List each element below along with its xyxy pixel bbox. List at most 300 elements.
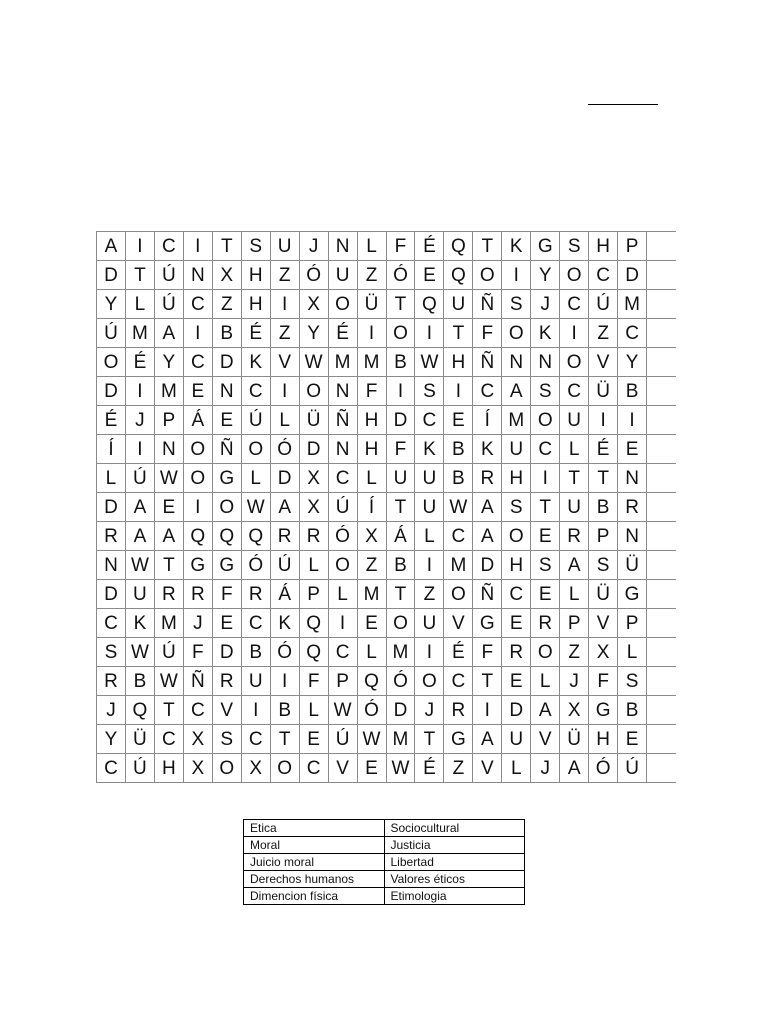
grid-letter: X <box>184 725 213 754</box>
grid-letter: V <box>271 348 300 377</box>
word-list-item: Sociocultural <box>384 820 525 837</box>
grid-letter: Ó <box>329 522 358 551</box>
grid-letter: L <box>242 464 271 493</box>
grid-letter: Y <box>300 319 329 348</box>
grid-letter: K <box>531 319 560 348</box>
grid-letter: X <box>300 290 329 319</box>
grid-letter: E <box>415 261 444 290</box>
word-list-item: Valores éticos <box>384 871 525 888</box>
grid-letter: O <box>184 464 213 493</box>
grid-letter: X <box>560 696 589 725</box>
grid-letter: Q <box>242 522 271 551</box>
grid-letter: R <box>97 522 126 551</box>
grid-letter: T <box>473 232 502 261</box>
grid-letter: Ü <box>560 725 589 754</box>
grid-letter: T <box>387 493 416 522</box>
grid-letter: C <box>329 464 358 493</box>
grid-letter: Z <box>589 319 618 348</box>
grid-letter: I <box>126 232 155 261</box>
grid-letter: Á <box>184 406 213 435</box>
grid-letter: D <box>213 638 242 667</box>
grid-letter: D <box>387 406 416 435</box>
grid-letter: L <box>126 290 155 319</box>
grid-letter: O <box>213 754 242 783</box>
grid-letter: Í <box>97 435 126 464</box>
grid-letter: K <box>502 232 531 261</box>
word-list-item: Moral <box>244 837 385 854</box>
grid-letter: I <box>560 319 589 348</box>
grid-letter: Ñ <box>184 667 213 696</box>
grid-letter: O <box>502 522 531 551</box>
grid-letter: T <box>271 725 300 754</box>
grid-letter: U <box>415 609 444 638</box>
grid-letter: É <box>415 754 444 783</box>
grid-letter: L <box>358 232 387 261</box>
grid-letter: Ñ <box>473 348 502 377</box>
grid-letter: Y <box>97 290 126 319</box>
word-list-item: Juicio moral <box>244 854 385 871</box>
grid-letter: C <box>560 290 589 319</box>
grid-letter: Y <box>531 261 560 290</box>
grid-letter: J <box>126 406 155 435</box>
grid-letter: D <box>97 580 126 609</box>
grid-letter: I <box>618 406 647 435</box>
grid-letter: É <box>242 319 271 348</box>
grid-letter: I <box>271 377 300 406</box>
grid-letter: Q <box>300 638 329 667</box>
grid-letter: C <box>300 754 329 783</box>
grid-letter: C <box>589 261 618 290</box>
grid-letter: D <box>97 377 126 406</box>
grid-letter: Z <box>271 261 300 290</box>
grid-letter: U <box>242 667 271 696</box>
grid-letter: A <box>271 493 300 522</box>
grid-letter: M <box>155 377 184 406</box>
grid-letter: R <box>242 580 271 609</box>
grid-letter: Ó <box>387 667 416 696</box>
grid-letter <box>647 261 676 290</box>
grid-letter: B <box>589 493 618 522</box>
grid-letter: E <box>502 609 531 638</box>
grid-letter: Q <box>213 522 242 551</box>
grid-letter: C <box>531 435 560 464</box>
grid-letter: Ú <box>97 319 126 348</box>
grid-letter: W <box>329 696 358 725</box>
grid-letter: U <box>502 435 531 464</box>
grid-letter: H <box>444 348 473 377</box>
grid-letter: N <box>502 348 531 377</box>
grid-letter: K <box>415 435 444 464</box>
grid-letter: Ú <box>271 551 300 580</box>
grid-letter: I <box>271 667 300 696</box>
grid-letter: É <box>329 319 358 348</box>
grid-letter: U <box>387 464 416 493</box>
grid-letter: A <box>560 551 589 580</box>
grid-letter: Ó <box>271 638 300 667</box>
grid-letter: Ñ <box>473 580 502 609</box>
grid-letter: É <box>126 348 155 377</box>
grid-letter: U <box>444 290 473 319</box>
grid-letter <box>647 580 676 609</box>
grid-letter: L <box>97 464 126 493</box>
grid-letter: Ü <box>126 725 155 754</box>
grid-letter: Q <box>444 232 473 261</box>
grid-letter: C <box>97 609 126 638</box>
grid-letter: O <box>97 348 126 377</box>
grid-letter: G <box>213 551 242 580</box>
grid-letter: T <box>531 493 560 522</box>
word-list-item: Etica <box>244 820 385 837</box>
grid-letter: Y <box>155 348 184 377</box>
grid-letter: L <box>560 580 589 609</box>
grid-letter: R <box>560 522 589 551</box>
grid-letter: C <box>184 290 213 319</box>
grid-letter: D <box>97 493 126 522</box>
grid-letter: W <box>242 493 271 522</box>
grid-letter: Ó <box>271 435 300 464</box>
grid-letter: O <box>184 435 213 464</box>
grid-letter: F <box>387 435 416 464</box>
grid-letter: O <box>329 551 358 580</box>
grid-letter: K <box>126 609 155 638</box>
grid-letter <box>647 319 676 348</box>
grid-letter <box>647 522 676 551</box>
grid-letter: N <box>213 377 242 406</box>
grid-letter: N <box>184 261 213 290</box>
grid-letter: B <box>126 667 155 696</box>
grid-letter: P <box>300 580 329 609</box>
grid-letter: R <box>300 522 329 551</box>
grid-letter: T <box>444 319 473 348</box>
grid-letter: E <box>184 377 213 406</box>
grid-letter: R <box>213 667 242 696</box>
grid-letter: T <box>213 232 242 261</box>
grid-letter: A <box>560 754 589 783</box>
grid-letter: F <box>589 667 618 696</box>
grid-letter: O <box>531 406 560 435</box>
grid-letter: H <box>502 551 531 580</box>
name-blank-line <box>588 104 658 105</box>
grid-letter: N <box>531 348 560 377</box>
grid-letter: E <box>531 580 560 609</box>
grid-letter: R <box>531 609 560 638</box>
grid-letter: T <box>415 725 444 754</box>
grid-letter: T <box>387 580 416 609</box>
grid-letter: M <box>329 348 358 377</box>
grid-letter: Ú <box>589 290 618 319</box>
grid-letter: M <box>126 319 155 348</box>
grid-letter: H <box>242 261 271 290</box>
grid-letter: H <box>358 406 387 435</box>
grid-letter: C <box>155 725 184 754</box>
grid-letter: Ü <box>358 290 387 319</box>
grid-letter: O <box>271 754 300 783</box>
grid-letter <box>647 696 676 725</box>
grid-letter: O <box>242 435 271 464</box>
grid-letter: B <box>213 319 242 348</box>
grid-letter: Q <box>415 290 444 319</box>
grid-letter: I <box>126 435 155 464</box>
grid-letter: J <box>560 667 589 696</box>
grid-letter: B <box>271 696 300 725</box>
grid-letter: E <box>502 667 531 696</box>
grid-letter <box>647 638 676 667</box>
grid-letter: J <box>415 696 444 725</box>
grid-letter: Z <box>560 638 589 667</box>
grid-letter: O <box>560 348 589 377</box>
grid-letter: T <box>155 551 184 580</box>
grid-letter: F <box>473 638 502 667</box>
grid-letter: E <box>618 725 647 754</box>
grid-letter: S <box>415 377 444 406</box>
grid-letter: I <box>126 377 155 406</box>
grid-letter: U <box>502 725 531 754</box>
grid-letter: M <box>358 580 387 609</box>
grid-letter: N <box>329 377 358 406</box>
grid-letter: B <box>242 638 271 667</box>
grid-letter: H <box>155 754 184 783</box>
grid-letter: A <box>155 522 184 551</box>
grid-letter: E <box>155 493 184 522</box>
grid-letter: J <box>531 754 560 783</box>
grid-letter: M <box>618 290 647 319</box>
grid-letter: Ü <box>618 551 647 580</box>
grid-letter: Q <box>126 696 155 725</box>
grid-letter: A <box>531 696 560 725</box>
grid-letter: A <box>126 493 155 522</box>
grid-letter <box>647 377 676 406</box>
grid-letter: Ú <box>126 464 155 493</box>
grid-letter: S <box>97 638 126 667</box>
grid-letter: T <box>126 261 155 290</box>
grid-letter: A <box>155 319 184 348</box>
grid-letter: L <box>618 638 647 667</box>
grid-letter: I <box>589 406 618 435</box>
grid-letter: É <box>444 638 473 667</box>
grid-letter: H <box>589 725 618 754</box>
grid-letter: A <box>126 522 155 551</box>
grid-letter: Ú <box>126 754 155 783</box>
grid-letter: O <box>213 493 242 522</box>
grid-letter: F <box>473 319 502 348</box>
grid-letter: N <box>329 232 358 261</box>
grid-letter: K <box>473 435 502 464</box>
grid-letter: W <box>155 464 184 493</box>
grid-letter: D <box>473 551 502 580</box>
grid-letter: D <box>97 261 126 290</box>
grid-letter: Ü <box>589 377 618 406</box>
grid-letter: Ú <box>155 290 184 319</box>
grid-letter: Á <box>271 580 300 609</box>
grid-letter: S <box>242 232 271 261</box>
word-list-item: Dimencion física <box>244 888 385 905</box>
grid-letter: L <box>415 522 444 551</box>
grid-letter: J <box>97 696 126 725</box>
grid-letter: G <box>589 696 618 725</box>
grid-letter: W <box>126 638 155 667</box>
grid-letter: R <box>502 638 531 667</box>
grid-letter: G <box>531 232 560 261</box>
grid-letter: C <box>329 638 358 667</box>
grid-letter: M <box>502 406 531 435</box>
grid-letter: V <box>213 696 242 725</box>
grid-letter: Ú <box>329 493 358 522</box>
grid-letter: Ü <box>589 580 618 609</box>
grid-letter: W <box>300 348 329 377</box>
grid-letter: I <box>184 319 213 348</box>
grid-letter: I <box>184 493 213 522</box>
grid-letter: A <box>97 232 126 261</box>
grid-letter: P <box>618 232 647 261</box>
grid-letter: R <box>184 580 213 609</box>
grid-letter: O <box>560 261 589 290</box>
grid-letter: C <box>444 667 473 696</box>
grid-letter: I <box>387 377 416 406</box>
grid-letter: R <box>444 696 473 725</box>
grid-letter: R <box>155 580 184 609</box>
grid-letter: C <box>242 609 271 638</box>
grid-letter: Ñ <box>473 290 502 319</box>
grid-letter: S <box>589 551 618 580</box>
grid-letter: V <box>473 754 502 783</box>
grid-letter: Ú <box>155 638 184 667</box>
grid-letter: C <box>97 754 126 783</box>
grid-letter: B <box>387 348 416 377</box>
grid-letter: Ó <box>242 551 271 580</box>
grid-letter: G <box>618 580 647 609</box>
grid-letter: C <box>473 377 502 406</box>
grid-letter: U <box>271 232 300 261</box>
grid-letter: F <box>184 638 213 667</box>
grid-letter: O <box>300 377 329 406</box>
grid-letter: D <box>271 464 300 493</box>
grid-letter: E <box>213 406 242 435</box>
grid-letter: S <box>213 725 242 754</box>
grid-letter: A <box>473 725 502 754</box>
grid-letter: D <box>502 696 531 725</box>
grid-letter: A <box>502 377 531 406</box>
grid-letter: M <box>358 348 387 377</box>
grid-letter: O <box>415 667 444 696</box>
grid-letter: L <box>502 754 531 783</box>
grid-letter: C <box>415 406 444 435</box>
grid-letter: Ñ <box>329 406 358 435</box>
grid-letter: Ú <box>618 754 647 783</box>
grid-letter <box>647 667 676 696</box>
grid-letter: G <box>213 464 242 493</box>
grid-letter: H <box>589 232 618 261</box>
grid-letter: R <box>473 464 502 493</box>
grid-letter <box>647 493 676 522</box>
grid-letter: L <box>300 551 329 580</box>
grid-letter: É <box>97 406 126 435</box>
grid-letter: W <box>358 725 387 754</box>
grid-letter: L <box>358 464 387 493</box>
grid-letter: V <box>329 754 358 783</box>
grid-letter: E <box>300 725 329 754</box>
word-search-grid <box>96 231 676 783</box>
grid-letter: J <box>531 290 560 319</box>
grid-letter: F <box>358 377 387 406</box>
grid-letter: Ó <box>387 261 416 290</box>
grid-letter: L <box>358 638 387 667</box>
grid-letter: C <box>242 377 271 406</box>
grid-letter: S <box>502 290 531 319</box>
grid-letter: S <box>618 667 647 696</box>
grid-letter: G <box>444 725 473 754</box>
grid-letter: I <box>358 319 387 348</box>
grid-letter: T <box>589 464 618 493</box>
grid-letter: W <box>415 348 444 377</box>
grid-letter: Z <box>444 754 473 783</box>
grid-letter: A <box>473 522 502 551</box>
grid-letter: N <box>329 435 358 464</box>
grid-letter: V <box>589 609 618 638</box>
grid-letter: D <box>213 348 242 377</box>
grid-letter: I <box>415 638 444 667</box>
grid-letter: Y <box>97 725 126 754</box>
grid-letter: Z <box>213 290 242 319</box>
word-list-item: Justicia <box>384 837 525 854</box>
grid-letter: I <box>329 609 358 638</box>
word-list-item: Derechos humanos <box>244 871 385 888</box>
grid-letter: F <box>387 232 416 261</box>
grid-letter: Z <box>415 580 444 609</box>
grid-letter: L <box>531 667 560 696</box>
grid-letter: C <box>184 348 213 377</box>
grid-letter: I <box>415 551 444 580</box>
grid-letter: É <box>415 232 444 261</box>
grid-letter: D <box>618 261 647 290</box>
grid-letter: D <box>387 696 416 725</box>
grid-letter: P <box>618 609 647 638</box>
word-list-item: Etimologia <box>384 888 525 905</box>
grid-letter: S <box>531 551 560 580</box>
word-list-row <box>244 888 525 905</box>
grid-letter: T <box>155 696 184 725</box>
grid-letter: U <box>415 464 444 493</box>
grid-letter: D <box>300 435 329 464</box>
grid-letter: B <box>618 377 647 406</box>
grid-letter: I <box>271 290 300 319</box>
word-list-row <box>244 837 525 854</box>
grid-letter: X <box>358 522 387 551</box>
grid-letter <box>647 754 676 783</box>
grid-letter: Ú <box>155 261 184 290</box>
grid-letter: E <box>358 754 387 783</box>
grid-letter: O <box>444 580 473 609</box>
grid-letter: B <box>387 551 416 580</box>
grid-letter: C <box>618 319 647 348</box>
grid-letter: É <box>589 435 618 464</box>
grid-letter: Í <box>473 406 502 435</box>
grid-letter: T <box>387 290 416 319</box>
grid-letter: K <box>271 609 300 638</box>
grid-letter <box>647 406 676 435</box>
grid-letter: I <box>531 464 560 493</box>
grid-letter: U <box>329 261 358 290</box>
grid-letter: G <box>473 609 502 638</box>
grid-letter: M <box>444 551 473 580</box>
grid-letter: P <box>589 522 618 551</box>
grid-letter: J <box>300 232 329 261</box>
grid-letter: G <box>184 551 213 580</box>
grid-letter: P <box>560 609 589 638</box>
grid-letter: C <box>444 522 473 551</box>
grid-letter: Y <box>618 348 647 377</box>
grid-letter: C <box>560 377 589 406</box>
grid-letter: I <box>473 696 502 725</box>
